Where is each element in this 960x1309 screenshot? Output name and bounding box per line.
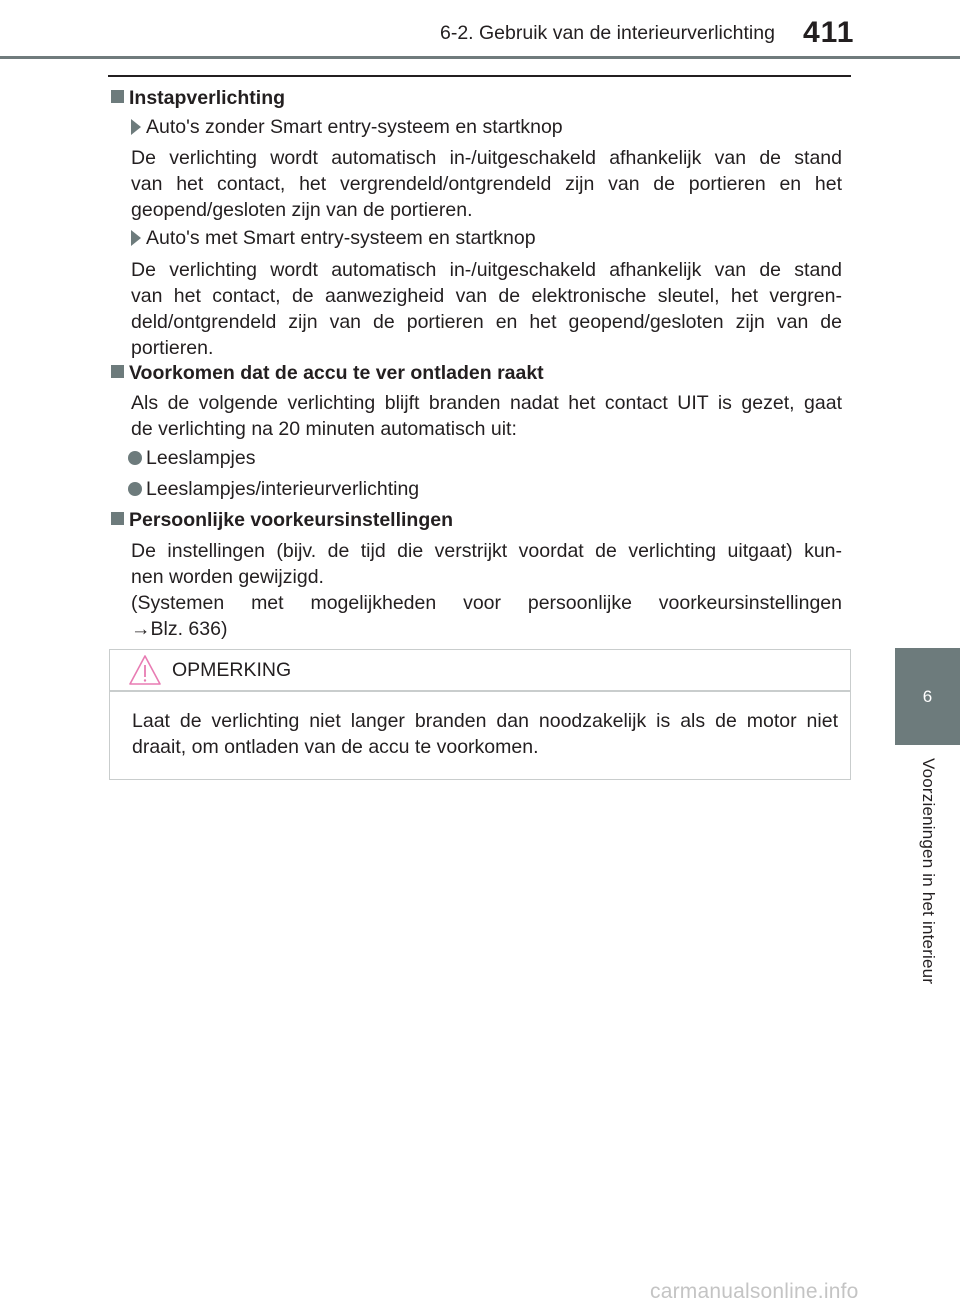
text-line: (Systemen met mogelijkheden voor persoonlijke voorkeursinstellingen bbox=[131, 592, 842, 614]
dot-bullet-icon bbox=[128, 451, 142, 465]
paragraph bbox=[131, 145, 842, 223]
chapter-tab[interactable] bbox=[895, 648, 960, 745]
text-line: portieren. bbox=[131, 337, 214, 359]
paragraph bbox=[131, 390, 842, 442]
triangle-bullet-icon bbox=[131, 119, 141, 135]
text-line: De instellingen (bijv. de tijd die verstrijkt voordat de verlichting uitgaat) kun- bbox=[131, 540, 842, 562]
list-item bbox=[128, 447, 255, 470]
subsection-text: Auto's zonder Smart entry-systeem en startknop bbox=[146, 116, 563, 138]
list-item-text: Leeslampjes bbox=[146, 447, 256, 469]
subsection-label bbox=[131, 227, 536, 250]
chapter-caption: Voorzieningen in het interieur bbox=[919, 758, 938, 985]
note-text bbox=[132, 708, 838, 760]
text-line: Laat de verlichting niet langer branden dan noodzakelijk is als de motor niet bbox=[132, 710, 838, 732]
dot-bullet-icon bbox=[128, 482, 142, 496]
note-title: OPMERKING bbox=[172, 659, 292, 681]
section-title: 6-2. Gebruik van de interieurverlichting bbox=[440, 22, 775, 44]
text-line: van het contact, het vergrendeld/ontgrendeld zijn van de portieren en het bbox=[131, 173, 842, 195]
heading-text: Voorkomen dat de accu te ver ontladen raakt bbox=[129, 362, 544, 384]
text-line: de verlichting na 20 minuten automatisch uit: bbox=[131, 418, 517, 440]
watermark: carmanualsonline.info bbox=[650, 1280, 859, 1303]
subsection-text: Auto's met Smart entry-systeem en startknop bbox=[146, 227, 536, 249]
text-line: →Blz. 636) bbox=[131, 618, 228, 640]
subsection-label bbox=[131, 116, 563, 139]
page-number: 411 bbox=[803, 16, 855, 49]
text-line: geopend/gesloten zijn van de portieren. bbox=[131, 199, 473, 221]
note-divider bbox=[110, 690, 850, 692]
warning-triangle-icon bbox=[128, 653, 162, 687]
note-box bbox=[109, 649, 851, 780]
list-item-text: Leeslampjes/interieurverlichting bbox=[146, 478, 420, 500]
section-heading bbox=[111, 509, 453, 532]
paragraph bbox=[131, 257, 842, 361]
paragraph bbox=[131, 538, 842, 642]
square-bullet-icon bbox=[111, 365, 124, 378]
triangle-bullet-icon bbox=[131, 230, 141, 246]
square-bullet-icon bbox=[111, 90, 124, 103]
chapter-number: 6 bbox=[922, 686, 933, 706]
list-item bbox=[128, 478, 419, 501]
text-line: draait, om ontladen van de accu te voorkomen. bbox=[132, 736, 539, 758]
text-line: Als de volgende verlichting blijft branden nadat het contact UIT is gezet, gaat bbox=[131, 392, 842, 414]
heading-text: Instapverlichting bbox=[129, 87, 286, 109]
text-line: De verlichting wordt automatisch in-/uitgeschakeld afhankelijk van de stand bbox=[131, 147, 842, 169]
heading-text: Persoonlijke voorkeursinstellingen bbox=[129, 509, 454, 531]
section-heading bbox=[111, 87, 285, 110]
square-bullet-icon bbox=[111, 512, 124, 525]
content-divider bbox=[108, 75, 851, 77]
text-line: van het contact, de aanwezigheid van de elektronische sleutel, het vergren- bbox=[131, 285, 842, 307]
text-line: deld/ontgrendeld zijn van de portieren en het geopend/gesloten zijn van de bbox=[131, 311, 842, 333]
header-divider bbox=[0, 56, 960, 59]
section-heading bbox=[111, 362, 544, 385]
text-line: De verlichting wordt automatisch in-/uitgeschakeld afhankelijk van de stand bbox=[131, 259, 842, 281]
text-line: nen worden gewijzigd. bbox=[131, 566, 324, 588]
